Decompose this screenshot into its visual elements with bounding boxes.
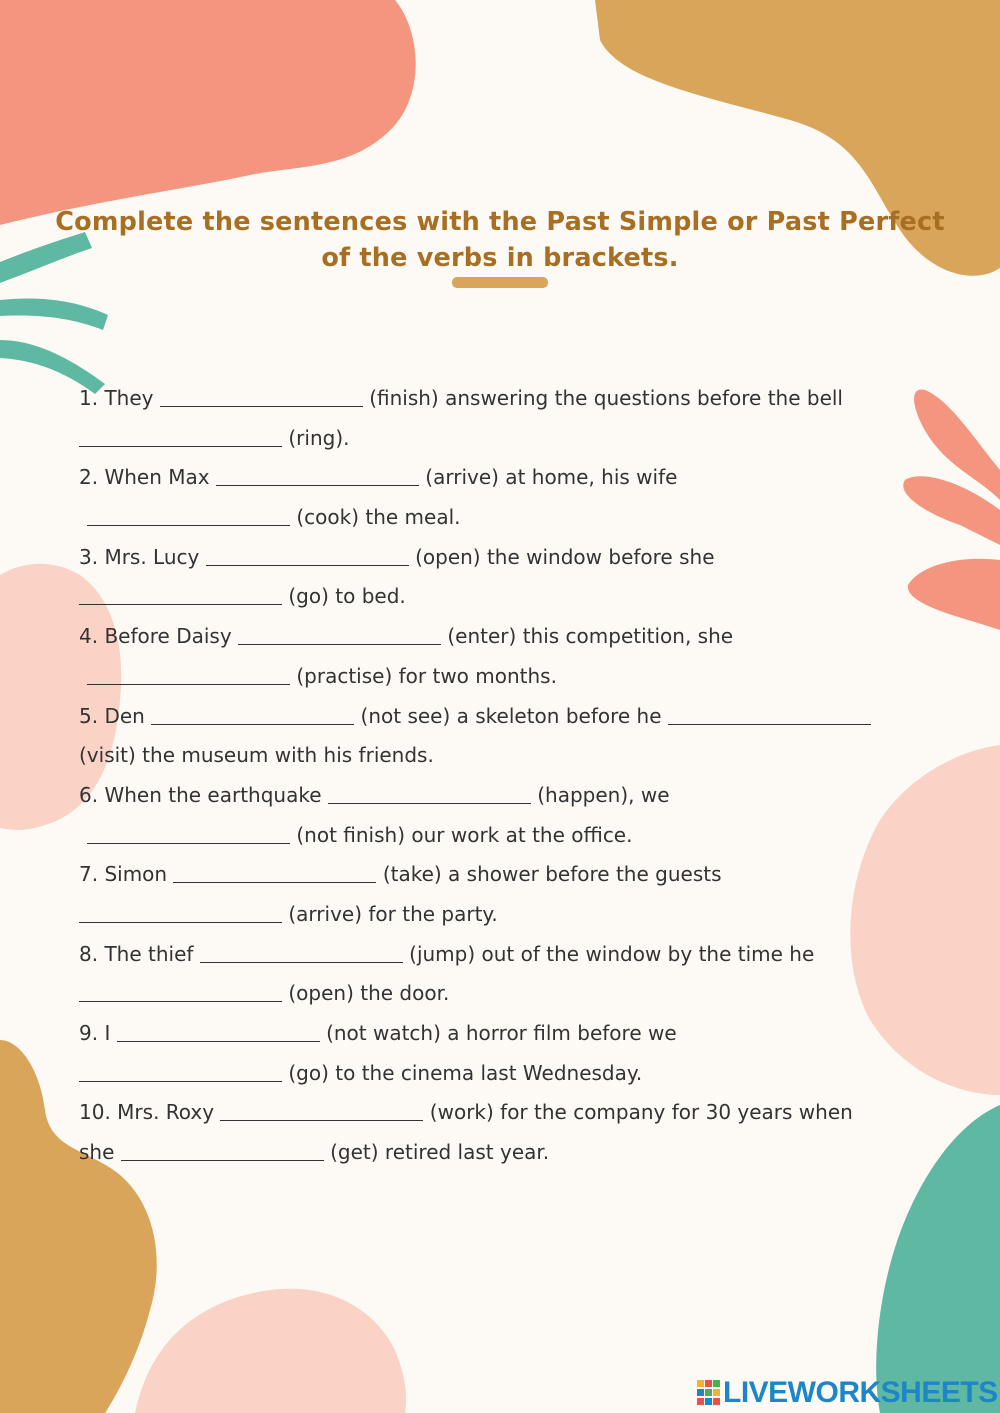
exercise-line — [79, 816, 979, 856]
answer-blank[interactable] — [79, 1061, 282, 1082]
line-text: (go) to bed. — [288, 584, 406, 609]
exercise-line — [79, 935, 979, 975]
answer-blank[interactable] — [173, 862, 376, 883]
line-text: (get) retired last year. — [330, 1140, 550, 1165]
line-text: (finish) answering the questions before the bell — [369, 386, 843, 410]
answer-blank[interactable] — [200, 942, 403, 963]
exercise-line — [79, 458, 979, 498]
answer-blank[interactable] — [79, 584, 282, 605]
exercise-line — [79, 697, 979, 737]
line-text: (work) for the company for 30 years when — [429, 1100, 853, 1125]
exercise-line — [79, 895, 979, 935]
answer-blank[interactable] — [220, 1100, 423, 1121]
exercise-line — [79, 855, 979, 895]
line-text: 8. The thief — [79, 941, 194, 966]
line-text: (cook) the meal. — [296, 505, 461, 530]
answer-blank[interactable] — [206, 545, 409, 566]
line-text: 4. Before Daisy — [79, 624, 232, 649]
line-text: (not finish) our work at the office. — [296, 822, 633, 847]
line-text: (take) a shower before the guests — [382, 862, 722, 887]
line-text: (enter) this competition, she — [447, 624, 734, 649]
answer-blank[interactable] — [160, 386, 363, 407]
answer-blank[interactable] — [79, 981, 282, 1002]
exercise-line — [79, 736, 979, 776]
exercise-list — [79, 379, 979, 1173]
exercise-line — [79, 1093, 979, 1133]
teal-stroke-2 — [0, 299, 108, 330]
line-text: (jump) out of the window by the time he — [409, 941, 815, 966]
line-text: (open) the door. — [288, 981, 450, 1006]
exercise-line — [79, 419, 979, 459]
line-text: (arrive) at home, his wife — [425, 465, 678, 490]
line-text: (practise) for two months. — [296, 663, 557, 688]
exercise-line — [79, 577, 979, 617]
line-text: (not watch) a horror film before we — [326, 1021, 677, 1045]
line-text: 5. Den — [79, 703, 145, 728]
liveworksheets-logo-icon — [697, 1380, 721, 1406]
answer-blank[interactable] — [216, 465, 419, 486]
line-text: (happen), we — [537, 782, 670, 807]
answer-blank[interactable] — [121, 1140, 324, 1161]
logo-text: LIVEWORKSHEETS — [723, 1376, 998, 1409]
answer-blank[interactable] — [87, 823, 290, 844]
title-line-2: of the verbs in brackets. — [321, 243, 679, 273]
exercise-line — [79, 1133, 979, 1173]
line-text: (ring). — [288, 425, 350, 450]
exercise-line — [79, 776, 979, 816]
title-line-1: Complete the sentences with the Past Simple or Past Perfect — [55, 207, 945, 237]
answer-blank[interactable] — [238, 624, 441, 645]
pink-blob-bottom — [135, 1289, 406, 1413]
line-text: (arrive) for the party. — [288, 901, 498, 926]
liveworksheets-logo — [697, 1376, 998, 1410]
answer-blank[interactable] — [79, 902, 282, 923]
answer-blank[interactable] — [117, 1021, 320, 1042]
line-text: 3. Mrs. Lucy — [79, 544, 200, 569]
answer-blank[interactable] — [87, 505, 290, 526]
line-text: she — [79, 1140, 115, 1165]
line-text: (open) the window before she — [415, 544, 715, 569]
exercise-line — [79, 974, 979, 1014]
line-text: 2. When Max — [79, 465, 210, 490]
exercise-line — [79, 538, 979, 578]
line-text: (visit) the museum with his friends. — [79, 743, 434, 768]
line-text: 10. Mrs. Roxy — [79, 1100, 215, 1125]
answer-blank[interactable] — [151, 704, 354, 725]
line-text: (not see) a skeleton before he — [360, 703, 662, 728]
line-text: (go) to the cinema last Wednesday. — [288, 1060, 643, 1085]
exercise-line — [79, 498, 979, 538]
line-text: 6. When the earthquake — [79, 782, 322, 807]
line-text: 1. They — [79, 386, 154, 410]
title-underline — [452, 277, 548, 288]
exercise-line — [79, 657, 979, 697]
exercise-line — [79, 1014, 979, 1054]
answer-blank[interactable] — [79, 426, 282, 447]
line-text: 7. Simon — [79, 862, 168, 887]
answer-blank[interactable] — [87, 664, 290, 685]
exercise-line — [79, 617, 979, 657]
exercise-line — [79, 379, 979, 419]
line-text: 9. I — [79, 1021, 111, 1045]
answer-blank[interactable] — [668, 704, 871, 725]
salmon-blob-top-left — [0, 0, 416, 225]
worksheet-title — [0, 204, 1000, 276]
answer-blank[interactable] — [328, 783, 531, 804]
exercise-line — [79, 1054, 979, 1094]
